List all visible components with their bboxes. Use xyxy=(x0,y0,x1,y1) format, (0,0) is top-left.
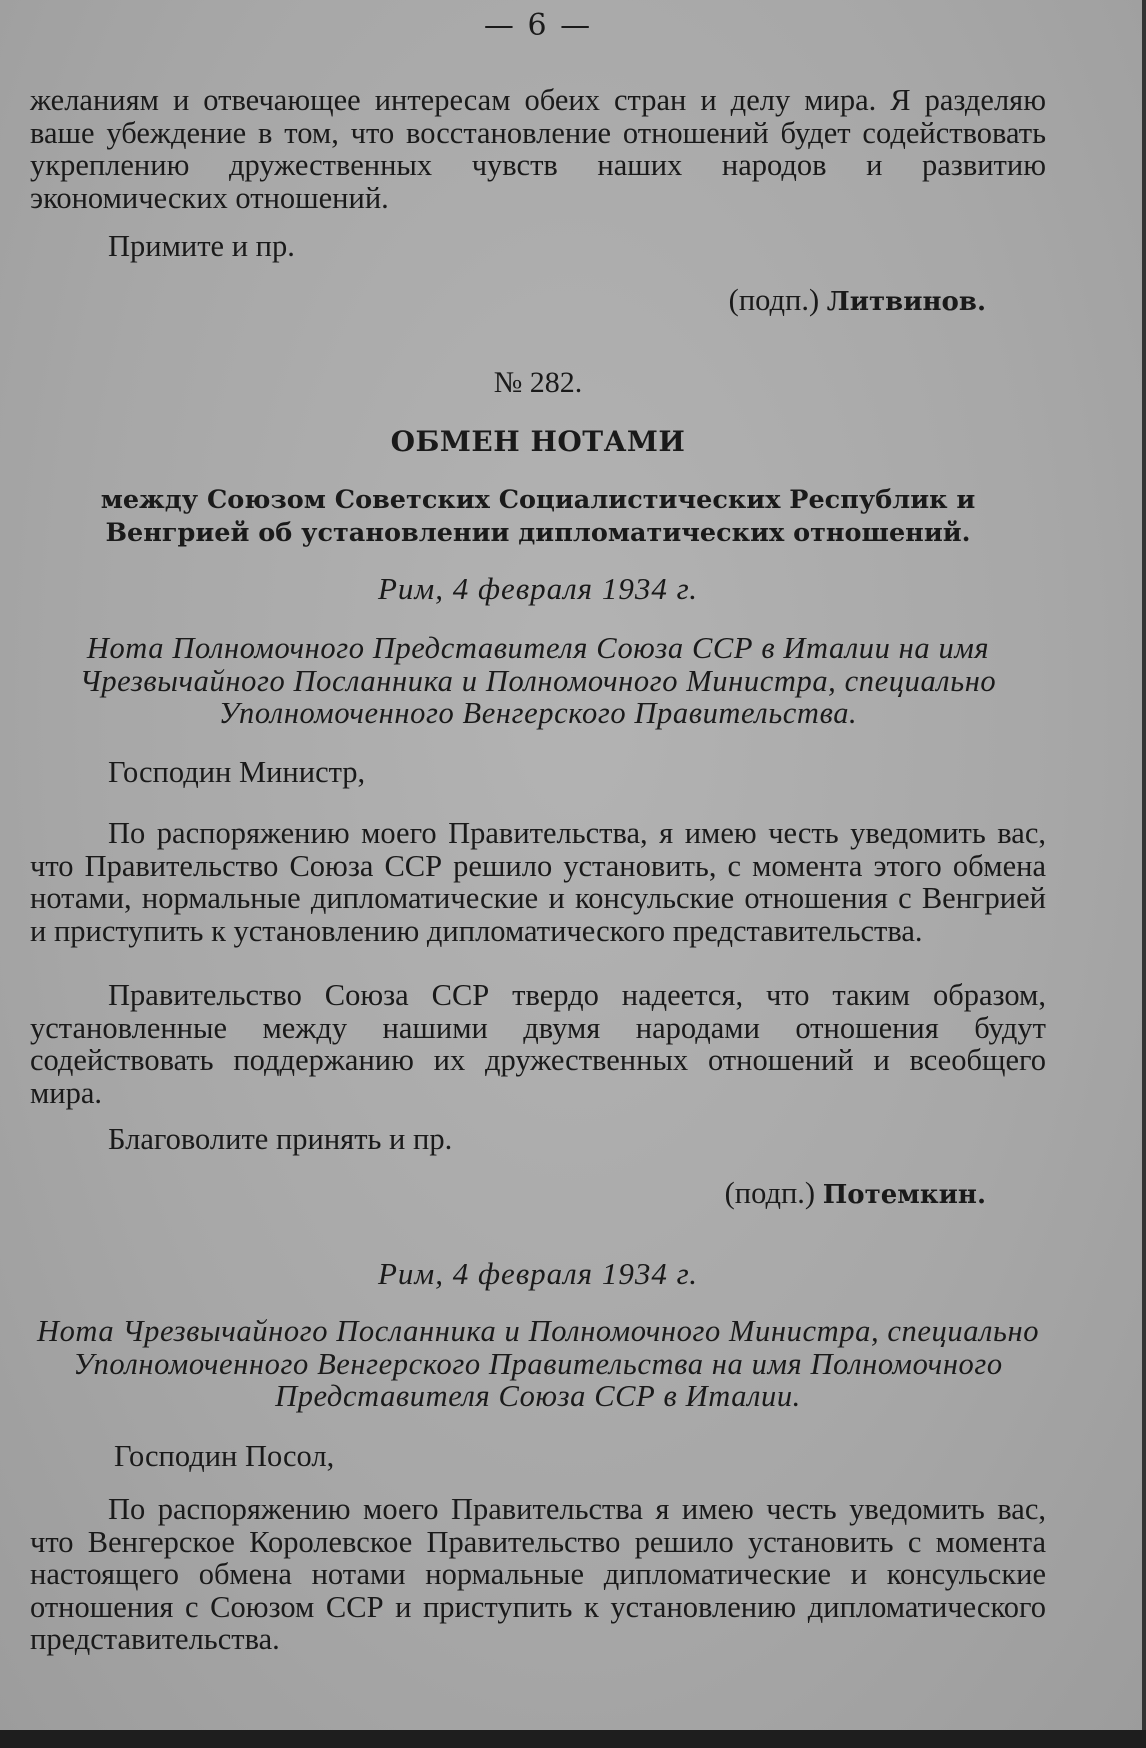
signature-name: Литвинов. xyxy=(826,287,986,317)
document-title: ОБМЕН НОТАМИ xyxy=(390,425,686,458)
page-edge xyxy=(1142,0,1146,1748)
page-number: — 6 — xyxy=(483,8,593,43)
signature-potemkin xyxy=(30,1176,1046,1211)
signature-prefix: (подп.) xyxy=(728,283,820,317)
note1-date: Рим, 4 февраля 1934 г. xyxy=(377,571,699,606)
note2-paragraph-1: По распоряжению моего Правительства я имею честь уведомить вас, что Венгерское Королевское Правительство решило установить с момента настоящего обмена нотами нормальные дипломатические и консульские отношения с Союзом ССР и приступить к установлению дипломатического представительства. xyxy=(30,1492,1046,1656)
note1-paragraph-1: По распоряжению моего Правительства, я имею честь уведомить вас, что Правительство Союза ССР решило установить, с момента этого обмена нотами, нормальные дипломатические и консульские отношения с Венгрией и приступить к установлению дипломатического представительства. xyxy=(30,816,1046,948)
opening-paragraph: желаниям и отвечающее интересам обеих стран и делу мира. Я разделяю ваше убеждение в том, что восстановление отношений будет содействовать укреплению дружественных чувств наших народов и развитию экономических отношений. xyxy=(30,83,1046,215)
page-bottom-edge xyxy=(0,1730,1146,1748)
opening-closing: Примите и пр. xyxy=(108,229,295,263)
note1-salutation: Господин Министр, xyxy=(108,755,366,789)
document-subtitle: между Союзом Советских Социалистических Республик и Венгрией об установлении дипломатических отношений. xyxy=(100,485,976,548)
note2-salutation: Господин Посол, xyxy=(114,1439,335,1473)
note1-title: Нота Полномочного Представителя Союза ССР в Италии на имя Чрезвычайного Посланника и Полномочного Министра, специально Уполномоченного Венгерского Правительства. xyxy=(79,631,997,730)
note2-title: Нота Чрезвычайного Посланника и Полномочного Министра, специально Уполномоченного Венгерского Правительства на имя Полномочного Представителя Союза ССР в Италии. xyxy=(36,1314,1040,1413)
note1-closing: Благоволите принять и пр. xyxy=(108,1122,453,1156)
note2-date: Рим, 4 февраля 1934 г. xyxy=(377,1256,699,1291)
signature-name: Потемкин. xyxy=(822,1180,986,1210)
signature-prefix: (подп.) xyxy=(724,1176,816,1210)
note1-paragraph-2: Правительство Союза ССР твердо надеется, что таким образом, установленные между нашими двумя народами отношения будут содействовать поддержанию их дружественных отношений и всеобщего мира. xyxy=(30,978,1046,1110)
document-number: № 282. xyxy=(493,366,583,399)
signature-litvinov xyxy=(30,283,1046,318)
